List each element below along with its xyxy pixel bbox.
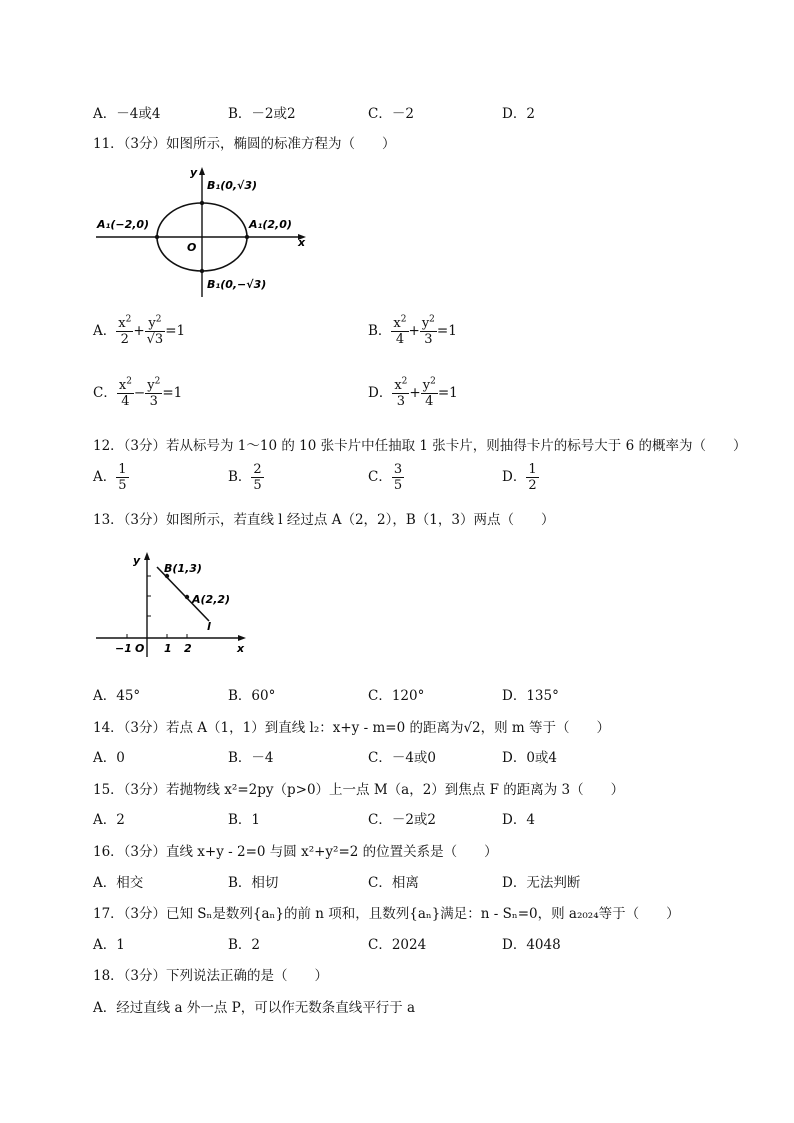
q11-point-b1-bottom: B₁(0,−√3) bbox=[207, 278, 267, 291]
q13-x-axis-label: x bbox=[237, 642, 245, 655]
q13-option-c: C．120° bbox=[368, 688, 425, 704]
q17-option-c: C．2024 bbox=[368, 937, 427, 953]
q16-option-a: A．相交 bbox=[93, 875, 144, 891]
q12-option-b: B． $\frac{2}{5}$ bbox=[228, 462, 262, 493]
q17-option-b: B．2 bbox=[228, 937, 261, 953]
q10-option-d: D．2 bbox=[502, 106, 535, 122]
q11-point-a1-left: A₁(−2,0) bbox=[97, 218, 150, 231]
q14-stem: 14．（3分）若点 A（1，1）到直线 l₂：x+y - m=0 的距离为√2，则 m 等于（ ） bbox=[93, 720, 611, 736]
q16-stem: 16．（3分）直线 x+y - 2=0 与圆 x²+y²=2 的位置关系是（ ） bbox=[93, 844, 498, 860]
q18-option-a: A．经过直线 a 外一点 P，可以作无数条直线平行于 a bbox=[93, 1000, 416, 1016]
q11-option-a: A． $\frac{x^2}{2}$ + $\frac{y^2}{√3}$ =1 bbox=[93, 314, 186, 347]
q17-option-d: D．4048 bbox=[502, 937, 561, 953]
q16-option-c: C．相离 bbox=[368, 875, 419, 891]
q13-line-figure bbox=[94, 545, 254, 660]
q11-ellipse-figure bbox=[94, 162, 324, 297]
q11-option-d: D． $\frac{x^2}{3}$ + $\frac{y^2}{4}$ =1 bbox=[368, 376, 458, 409]
q11-option-b: B． $\frac{x^2}{4}$ + $\frac{y^2}{3}$ =1 bbox=[368, 314, 457, 347]
q17-option-a: A．1 bbox=[93, 937, 125, 953]
q13-line-label: l bbox=[207, 620, 211, 633]
q11-point-a1-right: A₁(2,0) bbox=[249, 218, 292, 231]
q11-stem: 11．（3分）如图所示，椭圆的标准方程为（ ） bbox=[93, 136, 396, 152]
q12-option-c: C． $\frac{3}{5}$ bbox=[368, 462, 403, 493]
q13-point-a: A(2,2) bbox=[192, 593, 231, 606]
q13-tick-2: 2 bbox=[184, 642, 192, 655]
q16-option-b: B．相切 bbox=[228, 875, 279, 891]
q15-option-d: D．4 bbox=[502, 812, 535, 828]
q13-y-axis-label: y bbox=[133, 554, 141, 567]
q11-origin-label: O bbox=[187, 241, 197, 254]
q15-option-a: A．2 bbox=[93, 812, 125, 828]
q11-x-axis-label: x bbox=[298, 236, 306, 249]
q11-point-b1-top: B₁(0,√3) bbox=[207, 179, 258, 192]
q13-tick-neg1: −1 bbox=[115, 642, 132, 655]
q14-option-c: C．－4或0 bbox=[368, 750, 437, 766]
q13-option-d: D．135° bbox=[502, 688, 559, 704]
q12-option-a: A． $\frac{1}{5}$ bbox=[93, 462, 127, 493]
q13-stem: 13．（3分）如图所示，若直线 l 经过点 A（2，2），B（1，3）两点（ ） bbox=[93, 512, 555, 528]
q10-option-b: B．－2或2 bbox=[228, 106, 296, 122]
q13-tick-1: 1 bbox=[164, 642, 172, 655]
q10-option-c: C．－2 bbox=[368, 106, 414, 122]
q15-stem: 15．（3分）若抛物线 x²=2py（p>0）上一点 M（a，2）到焦点 F 的距离为 3（ ） bbox=[93, 782, 625, 798]
q13-origin-label: O bbox=[135, 642, 145, 655]
q14-option-b: B．－4 bbox=[228, 750, 274, 766]
q12-option-d: D． $\frac{1}{2}$ bbox=[502, 462, 537, 493]
q14-option-d: D．0或4 bbox=[502, 750, 558, 766]
q16-option-d: D．无法判断 bbox=[502, 875, 581, 891]
q18-stem: 18．（3分）下列说法正确的是（ ） bbox=[93, 968, 329, 984]
q17-stem: 17．（3分）已知 Sₙ是数列{aₙ}的前 n 项和，且数列{aₙ}满足：n - Sₙ=0，则 a₂₀₂₄等于（ ） bbox=[93, 906, 680, 922]
q12-stem: 12．（3分）若从标号为 1～10 的 10 张卡片中任抽取 1 张卡片，则抽得卡片的标号大于 6 的概率为（ ） bbox=[93, 438, 747, 454]
q13-point-b: B(1,3) bbox=[164, 562, 202, 575]
q11-option-c: C． $\frac{x^2}{4}$ − $\frac{y^2}{3}$ =1 bbox=[93, 376, 183, 409]
q13-option-a: A．45° bbox=[93, 688, 141, 704]
q15-option-c: C．－2或2 bbox=[368, 812, 437, 828]
q15-option-b: B．1 bbox=[228, 812, 261, 828]
q10-option-a: A．－4或4 bbox=[93, 106, 161, 122]
q13-option-b: B．60° bbox=[228, 688, 276, 704]
q14-option-a: A．0 bbox=[93, 750, 125, 766]
q11-y-axis-label: y bbox=[190, 166, 198, 179]
